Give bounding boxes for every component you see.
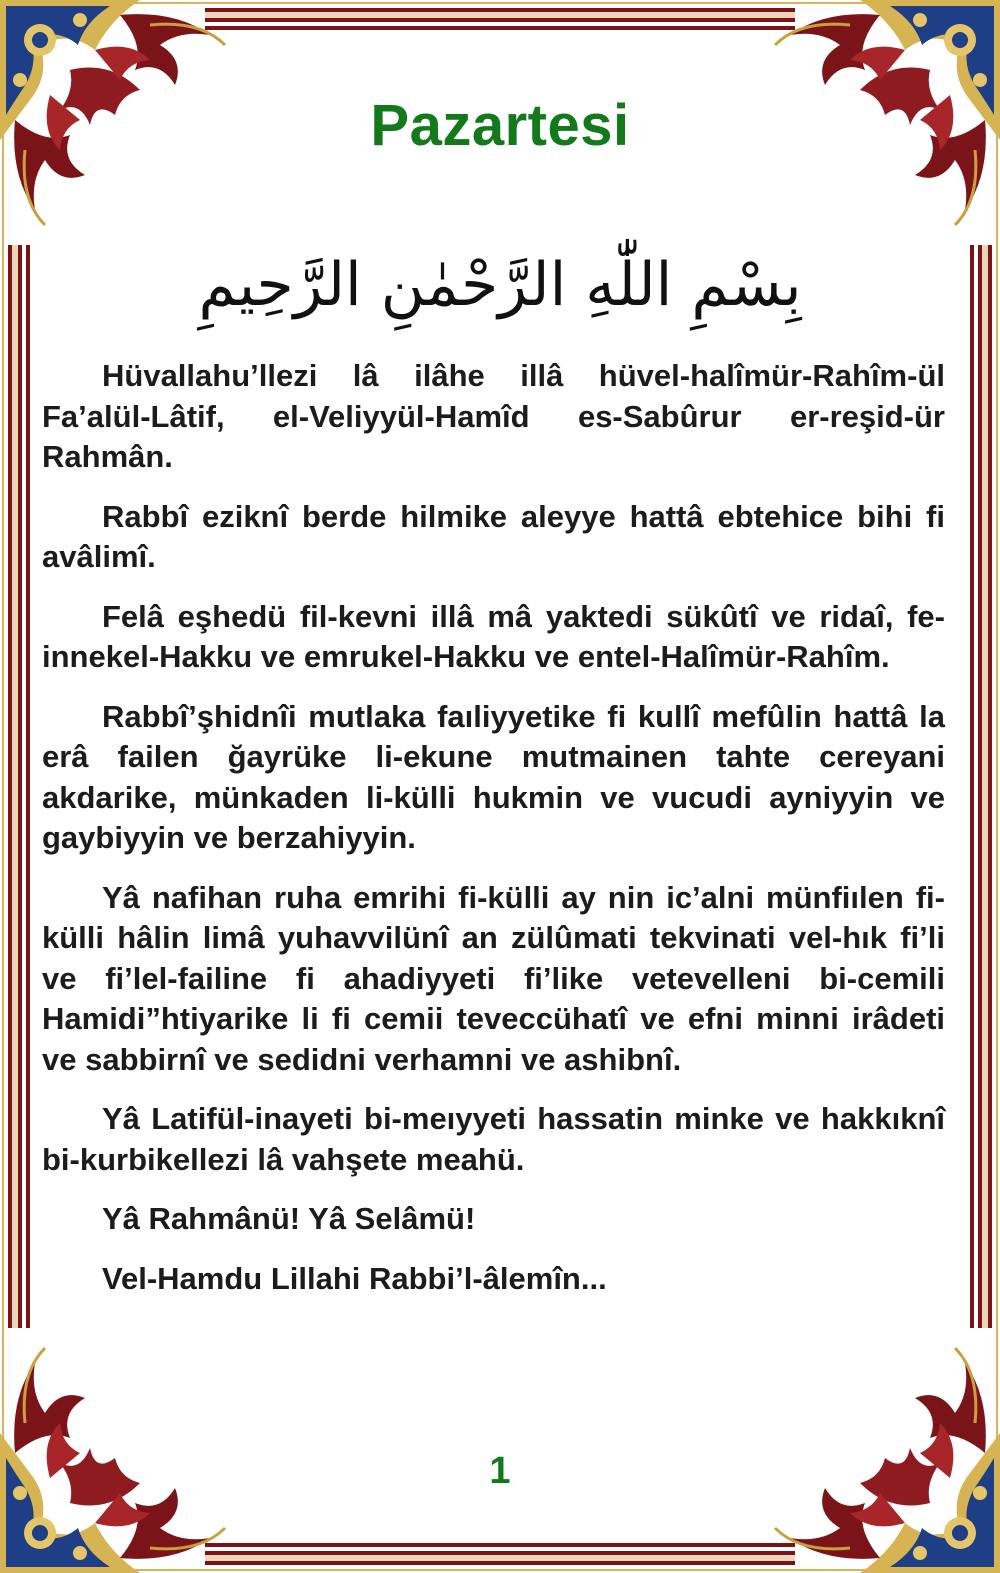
paragraph-1: Hüvallahu’llezi lâ ilâhe illâ hüvel-halîmür-Rahîm-ül Fa’alül-Lâtif, el-Veliyyül-Hamîd es-Sabûrur er-reşid-ür Rahmân. xyxy=(42,358,945,474)
paragraph-3: Felâ eşhedü fil-kevni illâ mâ yaktedi sükûtî ve ridaî, fe-innekel-Hakku ve emrukel-Hakku ve entel-Halîmür-Rahîm. xyxy=(42,598,945,674)
page-title: Pazartesi xyxy=(370,93,630,158)
paragraph-2: Rabbî eziknî berde hilmike aleyye hattâ ebtehice bihi fi avâlimî. xyxy=(42,498,945,574)
paragraph-4: Rabbî’şhidnîi mutlaka faıliyyetike fi kullî mefûlin hattâ la erâ failen ğayrüke li-ekune mutmainen tahte cereyani akdarike, münkaden li-külli hukmin ve vucudi ayniyyin ve gaybiyyin ve berzahiyyin. xyxy=(42,698,945,855)
prayer-text xyxy=(42,356,945,1318)
paragraph-6: Yâ Latifül-inayeti bi-meıyyeti hassatin minke ve hakkıknî bi-kurbikellezi lâ vahşete meahü. xyxy=(42,1101,945,1177)
basmala-calligraphy: بِسْمِ اللّٰهِ الرَّحْمٰنِ الرَّحِيمِ xyxy=(198,250,802,320)
paragraph-7: Yâ Rahmânü! Yâ Selâmü! xyxy=(102,1201,476,1236)
page-number: 1 xyxy=(489,1450,511,1492)
paragraph-8: Vel-Hamdu Lillahi Rabbi’l-âlemîn... xyxy=(102,1260,607,1296)
paragraph-5: Yâ nafihan ruha emrihi fi-külli ay nin ic’alni münfiılen fi-külli hâlin limâ yuhavvilünî an zülûmati tekvinati vel-hık fi’li ve fi’lel-failine fi ahadiyyeti fi’like vetevelleni bi-cemili Hamidi”htiyarike li fi cemii teveccühatî ve efni minni irâdeti ve sabbirnî ve sedidni verhamni ve ashibnî. xyxy=(42,879,945,1077)
